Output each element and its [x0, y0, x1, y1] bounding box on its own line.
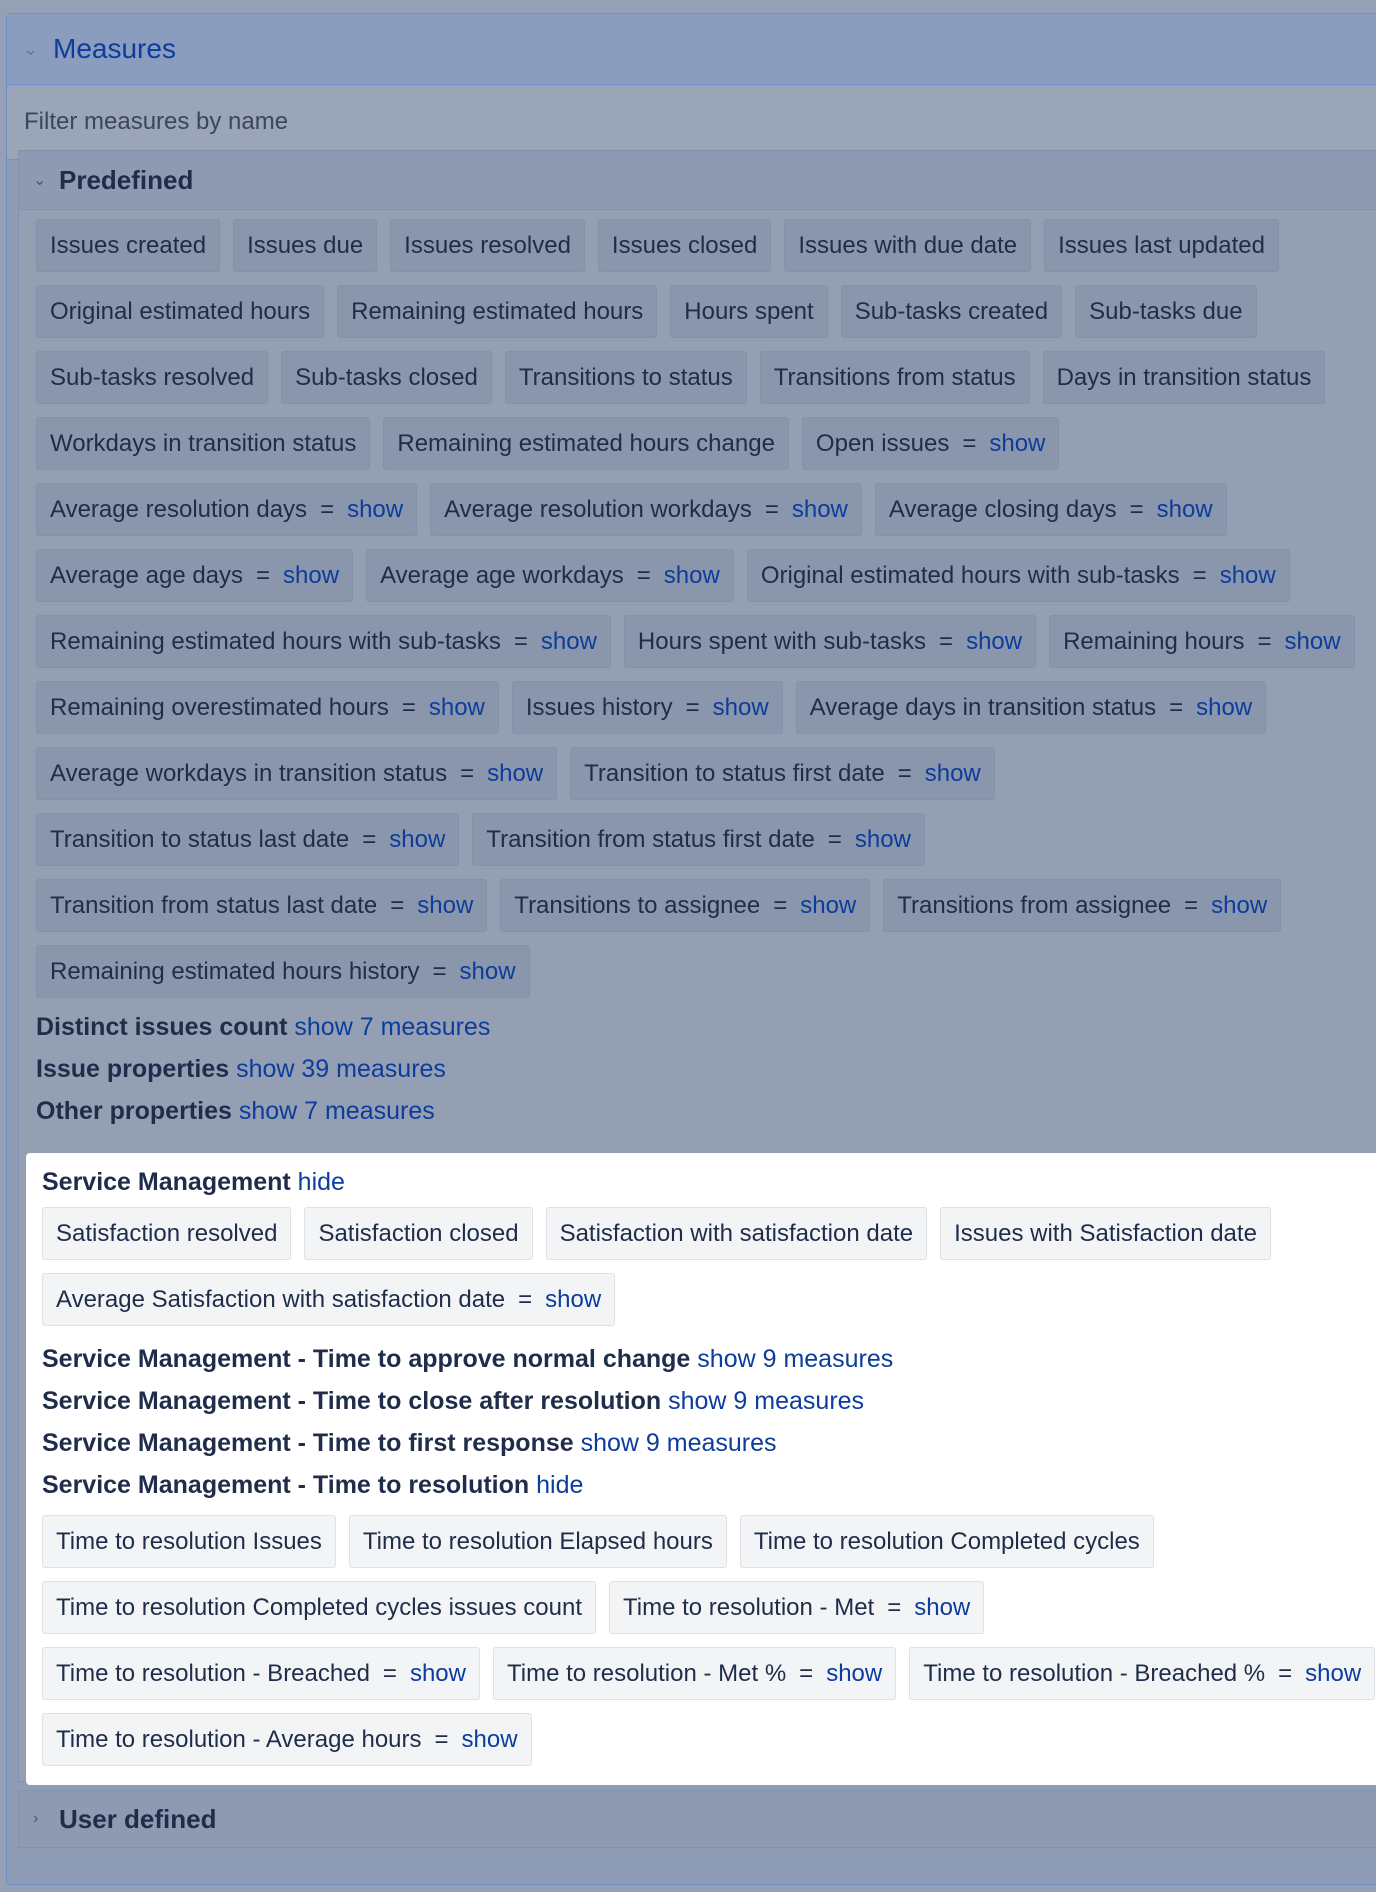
measure-label: Remaining estimated hours change — [397, 429, 775, 457]
equals-sign: = — [939, 627, 954, 655]
equals-sign: = — [1192, 561, 1207, 589]
show-link[interactable]: show — [1219, 561, 1276, 589]
show-link[interactable]: show — [283, 561, 340, 589]
show-link[interactable]: show — [459, 957, 516, 985]
measure-label: Transitions from status — [773, 363, 1016, 391]
tag-row — [36, 483, 1376, 536]
equals-sign: = — [518, 1285, 533, 1313]
measure-tag-issues-created[interactable] — [36, 219, 220, 272]
measures-title: Measures — [53, 33, 176, 64]
measure-label: Workdays in transition status — [50, 429, 357, 457]
measure-label: Remaining estimated hours history — [50, 957, 420, 985]
measure-label: Original estimated hours — [50, 297, 311, 325]
measure-tag-satisfaction-resolved[interactable] — [42, 1207, 291, 1260]
group-time-to-resolution — [42, 1464, 1376, 1506]
measure-label: Satisfaction resolved — [56, 1219, 278, 1247]
show-link[interactable]: show — [914, 1593, 971, 1621]
measure-tag-transitions-to-status[interactable] — [505, 351, 747, 404]
tag-row — [42, 1713, 1376, 1766]
measures-header[interactable] — [7, 14, 1376, 85]
measure-label: Sub-tasks resolved — [50, 363, 255, 391]
show-link[interactable]: show — [545, 1285, 602, 1313]
show-link[interactable]: show — [417, 891, 474, 919]
group-service-management-time-to-close-after-resolution — [42, 1380, 1376, 1422]
measure-tag-transition-from-status-first-date[interactable] — [472, 813, 925, 866]
measure-label: Average age days — [50, 561, 244, 589]
measure-label: Remaining estimated hours — [351, 297, 644, 325]
measure-label: Issues history — [525, 693, 673, 721]
measure-tag-time-to-resolution-breached[interactable] — [42, 1647, 480, 1700]
measure-tag-remaining-estimated-hours-change[interactable] — [383, 417, 789, 470]
show-link[interactable]: show — [826, 1659, 883, 1687]
measure-tag-sub-tasks-resolved[interactable] — [36, 351, 268, 404]
measure-tag-time-to-resolution-completed-cycles[interactable] — [740, 1515, 1154, 1568]
measure-tag-average-days-in-transition-status[interactable] — [796, 681, 1266, 734]
predefined-tags — [36, 219, 1376, 1132]
measure-tag-remaining-estimated-hours-with-sub-tasks[interactable] — [36, 615, 611, 668]
equals-sign: = — [401, 693, 416, 721]
group-name: Service Management - Time to close after resolution — [42, 1387, 662, 1415]
measure-label: Time to resolution - Met — [623, 1593, 875, 1621]
show-link[interactable]: show — [854, 825, 911, 853]
measure-label: Time to resolution - Breached % — [923, 1659, 1266, 1687]
measure-label: Average resolution workdays — [444, 495, 752, 523]
measure-label: Issues with Satisfaction date — [954, 1219, 1257, 1247]
tag-row — [36, 285, 1376, 338]
tag-row — [36, 747, 1376, 800]
equals-sign: = — [887, 1593, 902, 1621]
user-defined-title: User defined — [59, 1803, 217, 1834]
measure-label: Time to resolution Completed cycles issues count — [56, 1593, 583, 1621]
measure-tag-time-to-resolution-completed-cycles-issues-count[interactable] — [42, 1581, 596, 1634]
equals-sign: = — [1169, 693, 1184, 721]
measure-label: Days in transition status — [1056, 363, 1312, 391]
show-link[interactable]: show — [461, 1725, 518, 1753]
measure-tag-sub-tasks-created[interactable] — [841, 285, 1062, 338]
measure-label: Time to resolution Completed cycles — [753, 1527, 1140, 1555]
tag-row — [42, 1515, 1376, 1568]
measure-tag-time-to-resolution-average-hours[interactable] — [42, 1713, 532, 1766]
measure-tag-sub-tasks-closed[interactable] — [281, 351, 492, 404]
measure-label: Time to resolution - Breached — [56, 1659, 370, 1687]
show-link[interactable]: show — [989, 429, 1046, 457]
show-measures-link[interactable]: show 9 measures — [580, 1429, 777, 1457]
show-link[interactable]: show — [791, 495, 848, 523]
equals-sign: = — [362, 825, 377, 853]
show-link[interactable]: show — [1156, 495, 1213, 523]
measure-tag-transition-to-status-first-date[interactable] — [570, 747, 995, 800]
group-name: Service Management - Time to approve normal change — [42, 1345, 691, 1373]
equals-sign: = — [799, 1659, 814, 1687]
measure-tag-remaining-overestimated-hours[interactable] — [36, 681, 499, 734]
equals-sign: = — [764, 495, 779, 523]
measure-tag-transitions-to-assignee[interactable] — [500, 879, 870, 932]
group-issue-properties — [36, 1048, 1376, 1090]
measure-tag-average-closing-days[interactable] — [875, 483, 1227, 536]
group-other-properties — [36, 1090, 1376, 1132]
show-link[interactable]: show — [924, 759, 981, 787]
measure-label: Average workdays in transition status — [50, 759, 448, 787]
measure-label: Time to resolution - Average hours — [56, 1725, 422, 1753]
measure-tag-average-resolution-workdays[interactable] — [430, 483, 862, 536]
equals-sign: = — [636, 561, 651, 589]
equals-sign: = — [432, 957, 447, 985]
show-link[interactable]: show — [1196, 693, 1253, 721]
measure-tag-transition-from-status-last-date[interactable] — [36, 879, 487, 932]
measure-label: Transition to status last date — [50, 825, 350, 853]
tag-row — [42, 1207, 1376, 1260]
tag-row — [42, 1273, 1376, 1326]
measure-tag-average-workdays-in-transition-status[interactable] — [36, 747, 557, 800]
measure-tag-issues-last-updated[interactable] — [1044, 219, 1279, 272]
show-link[interactable]: show — [1284, 627, 1341, 655]
measure-label: Average Satisfaction with satisfaction date — [56, 1285, 506, 1313]
measure-label: Transition from status last date — [50, 891, 378, 919]
equals-sign: = — [256, 561, 271, 589]
measure-label: Issues closed — [611, 231, 758, 259]
user-defined-header[interactable] — [19, 1791, 1376, 1847]
measure-tag-workdays-in-transition-status[interactable] — [36, 417, 370, 470]
measure-tag-transitions-from-status[interactable] — [760, 351, 1030, 404]
measure-tag-average-age-workdays[interactable] — [366, 549, 734, 602]
show-link[interactable]: show — [409, 1659, 466, 1687]
tag-row — [36, 417, 1376, 470]
measure-tag-average-satisfaction-with-satisfaction-date[interactable] — [42, 1273, 615, 1326]
measure-label: Issues last updated — [1058, 231, 1265, 259]
measure-label: Average age workdays — [380, 561, 624, 589]
measure-tag-remaining-hours[interactable] — [1049, 615, 1354, 668]
group-name: Service Management — [42, 1168, 291, 1196]
measure-tag-remaining-estimated-hours[interactable] — [337, 285, 657, 338]
equals-sign: = — [1129, 495, 1144, 523]
hide-link[interactable]: hide — [536, 1471, 584, 1499]
show-link[interactable]: show — [712, 693, 769, 721]
measure-tag-average-age-days[interactable] — [36, 549, 353, 602]
show-measures-link[interactable]: show 9 measures — [697, 1345, 894, 1373]
group-name: Other properties — [36, 1097, 232, 1125]
show-measures-link[interactable]: show 9 measures — [668, 1387, 865, 1415]
user-defined-section — [18, 1790, 1376, 1848]
show-link[interactable]: show — [1211, 891, 1268, 919]
group-name: Service Management - Time to resolution — [42, 1471, 530, 1499]
hide-link[interactable]: hide — [297, 1168, 345, 1196]
measure-tag-transition-to-status-last-date[interactable] — [36, 813, 459, 866]
equals-sign: = — [434, 1725, 449, 1753]
measure-label: Hours spent with sub-tasks — [637, 627, 927, 655]
measure-label: Satisfaction closed — [318, 1219, 519, 1247]
service-management-panel — [26, 1153, 1376, 1785]
measure-tag-time-to-resolution-issues[interactable] — [42, 1515, 336, 1568]
show-link[interactable]: show — [389, 825, 446, 853]
measure-label: Sub-tasks closed — [295, 363, 478, 391]
equals-sign: = — [1257, 627, 1272, 655]
measure-label: Transitions to status — [518, 363, 733, 391]
measure-label: Original estimated hours with sub-tasks — [760, 561, 1180, 589]
chevron-right-icon[interactable]: › — [33, 1810, 39, 1827]
tag-row — [42, 1647, 1376, 1700]
group-name: Issue properties — [36, 1055, 230, 1083]
chevron-down-icon[interactable]: ⌄ — [23, 38, 39, 59]
tag-row — [36, 549, 1376, 602]
measure-label: Remaining estimated hours with sub-tasks — [50, 627, 501, 655]
measure-tag-issues-with-satisfaction-date[interactable] — [940, 1207, 1271, 1260]
show-measures-link[interactable]: show 7 measures — [238, 1097, 435, 1125]
group-service-management-time-to-approve-normal-change — [42, 1338, 1376, 1380]
equals-sign: = — [962, 429, 977, 457]
show-link[interactable]: show — [347, 495, 404, 523]
tag-row — [36, 813, 1376, 866]
measure-label: Transitions to assignee — [514, 891, 761, 919]
equals-sign: = — [1278, 1659, 1293, 1687]
measure-tag-issues-resolved[interactable] — [390, 219, 585, 272]
tag-row — [36, 945, 1376, 998]
tag-row — [42, 1581, 1376, 1634]
measure-label: Time to resolution Elapsed hours — [362, 1527, 713, 1555]
equals-sign: = — [320, 495, 335, 523]
measure-tag-original-estimated-hours[interactable] — [36, 285, 324, 338]
measure-tag-issues-history[interactable] — [512, 681, 783, 734]
measure-tag-remaining-estimated-hours-history[interactable] — [36, 945, 530, 998]
equals-sign: = — [897, 759, 912, 787]
measure-tag-satisfaction-with-satisfaction-date[interactable] — [546, 1207, 928, 1260]
measure-tag-transitions-from-assignee[interactable] — [883, 879, 1281, 932]
show-measures-link[interactable]: show 39 measures — [236, 1055, 446, 1083]
measure-tag-open-issues[interactable] — [802, 417, 1059, 470]
measure-tag-original-estimated-hours-with-sub-tasks[interactable] — [747, 549, 1290, 602]
measure-label: Open issues — [815, 429, 950, 457]
group-name: Service Management - Time to first response — [42, 1429, 574, 1457]
measure-label: Time to resolution - Met % — [506, 1659, 787, 1687]
measure-label: Remaining hours — [1063, 627, 1245, 655]
measure-label: Transition to status first date — [584, 759, 885, 787]
group-distinct-issues-count — [36, 1006, 1376, 1048]
measure-tag-time-to-resolution-elapsed-hours[interactable] — [349, 1515, 727, 1568]
measure-tag-average-resolution-days[interactable] — [36, 483, 417, 536]
measure-tag-hours-spent-with-sub-tasks[interactable] — [624, 615, 1036, 668]
tag-row — [36, 681, 1376, 734]
measure-label: Time to resolution Issues — [56, 1527, 322, 1555]
measure-tag-time-to-resolution-breached-pct[interactable] — [909, 1647, 1375, 1700]
measure-tag-issues-due[interactable] — [233, 219, 377, 272]
equals-sign: = — [685, 693, 700, 721]
equals-sign: = — [382, 1659, 397, 1687]
equals-sign: = — [460, 759, 475, 787]
equals-sign: = — [513, 627, 528, 655]
tag-row — [36, 615, 1376, 668]
measure-label: Satisfaction with satisfaction date — [559, 1219, 914, 1247]
tag-row — [36, 219, 1376, 272]
measure-label: Issues with due date — [798, 231, 1018, 259]
measure-tag-time-to-resolution-met-pct[interactable] — [493, 1647, 896, 1700]
tag-row — [36, 351, 1376, 404]
measure-label: Sub-tasks created — [854, 297, 1049, 325]
measure-label: Average closing days — [888, 495, 1117, 523]
show-link[interactable]: show — [1305, 1659, 1362, 1687]
predefined-title: Predefined — [59, 164, 194, 195]
measure-label: Average resolution days — [50, 495, 308, 523]
measure-tag-sub-tasks-due[interactable] — [1075, 285, 1256, 338]
measure-label: Average days in transition status — [809, 693, 1157, 721]
show-link[interactable]: show — [966, 627, 1023, 655]
show-link[interactable]: show — [487, 759, 544, 787]
equals-sign: = — [390, 891, 405, 919]
show-link[interactable]: show — [540, 627, 597, 655]
measure-tag-issues-with-due-date[interactable] — [784, 219, 1031, 272]
equals-sign: = — [773, 891, 788, 919]
group-service-management — [42, 1161, 1376, 1203]
tag-row — [36, 879, 1376, 932]
show-link[interactable]: show — [428, 693, 485, 721]
filter-row — [7, 85, 1376, 160]
measure-tag-time-to-resolution-met[interactable] — [609, 1581, 984, 1634]
measure-tag-days-in-transition-status[interactable] — [1043, 351, 1326, 404]
measure-label: Issues resolved — [404, 231, 571, 259]
equals-sign: = — [827, 825, 842, 853]
show-link[interactable]: show — [800, 891, 857, 919]
measure-label: Issues created — [50, 231, 207, 259]
group-name: Distinct issues count — [36, 1013, 288, 1041]
measure-tag-satisfaction-closed[interactable] — [304, 1207, 532, 1260]
measure-tag-hours-spent[interactable] — [670, 285, 827, 338]
chevron-down-icon[interactable]: ⌄ — [33, 172, 47, 189]
measure-label: Transitions from assignee — [897, 891, 1172, 919]
measure-label: Transition from status first date — [486, 825, 815, 853]
group-service-management-time-to-first-response — [42, 1422, 1376, 1464]
equals-sign: = — [1184, 891, 1199, 919]
measure-tag-issues-closed[interactable] — [598, 219, 771, 272]
measure-label: Remaining overestimated hours — [50, 693, 389, 721]
measure-label: Hours spent — [684, 297, 814, 325]
measure-label: Issues due — [247, 231, 364, 259]
measure-label: Sub-tasks due — [1089, 297, 1243, 325]
show-link[interactable]: show — [663, 561, 720, 589]
filter-measures-input[interactable] — [24, 108, 1324, 136]
predefined-header[interactable] — [19, 151, 1376, 210]
show-measures-link[interactable]: show 7 measures — [294, 1013, 491, 1041]
